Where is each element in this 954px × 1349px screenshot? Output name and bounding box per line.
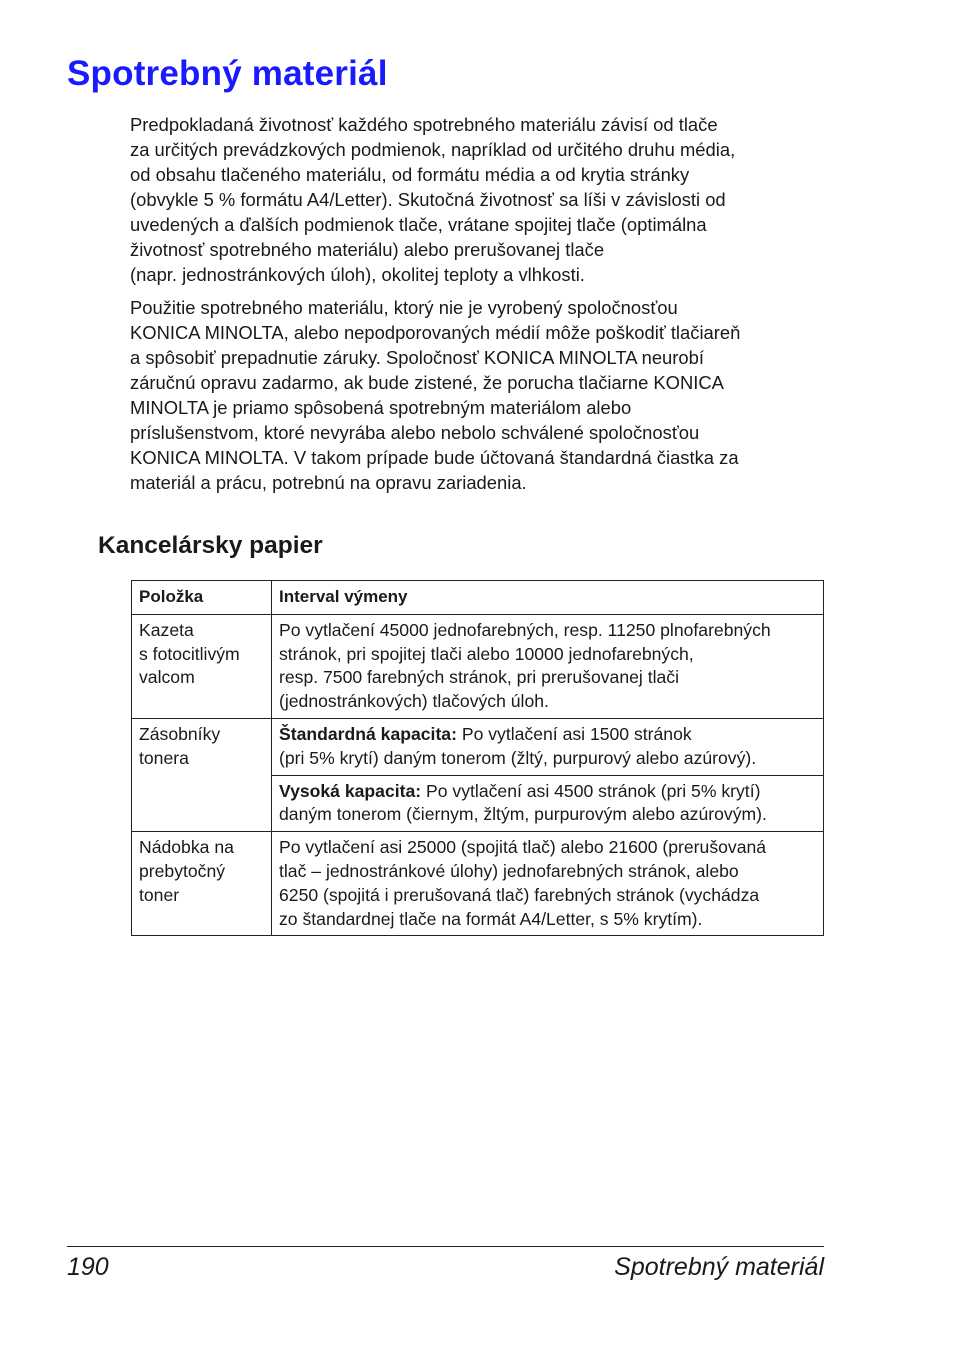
high-capacity-label: Vysoká kapacita: bbox=[279, 780, 422, 801]
cell-line: resp. 7500 farebných stránok, pri prerušovanej tlači bbox=[279, 667, 679, 688]
cell-line: tonera bbox=[139, 747, 189, 768]
interval-cell bbox=[272, 832, 824, 936]
table-row bbox=[132, 614, 824, 718]
cell-line: Nádobka na bbox=[139, 837, 234, 858]
intro-paragraph bbox=[130, 112, 820, 287]
cell-line: Zásobníky bbox=[139, 723, 221, 744]
paragraph-line: Predpokladaná životnosť každého spotrebného materiálu závisí od tlače bbox=[130, 114, 718, 135]
item-cell bbox=[132, 832, 272, 936]
paragraph-line: za určitých prevádzkových podmienok, napríklad od určitého druhu média, bbox=[130, 139, 736, 160]
high-capacity-text: Po vytlačení asi 4500 stránok (pri 5% krytí) bbox=[421, 780, 761, 801]
interval-cell bbox=[272, 614, 824, 718]
standard-capacity-label: Štandardná kapacita: bbox=[279, 723, 457, 744]
cell-line: s fotocitlivým bbox=[139, 643, 240, 664]
paragraph-line: (obvykle 5 % formátu A4/Letter). Skutočná životnosť sa líši v závislosti od bbox=[130, 189, 726, 210]
cell-line bbox=[279, 723, 817, 747]
interval-cell-standard bbox=[272, 718, 824, 775]
item-cell bbox=[132, 614, 272, 718]
table-row bbox=[132, 832, 824, 936]
paragraph-line: KONICA MINOLTA, alebo nepodporovaných médií môže poškodiť tlačiareň bbox=[130, 322, 741, 343]
paragraph-line: životnosť spotrebného materiálu) alebo prerušovanej tlače bbox=[130, 239, 605, 260]
paragraph-line: MINOLTA je priamo spôsobená spotrebným materiálom alebo bbox=[130, 397, 632, 418]
page-title: Spotrebný materiál bbox=[67, 54, 388, 93]
cell-line: Kazeta bbox=[139, 619, 194, 640]
cell-line: toner bbox=[139, 884, 180, 905]
footer-section-title: Spotrebný materiál bbox=[614, 1253, 824, 1281]
interval-cell-high bbox=[272, 775, 824, 832]
cell-line: 6250 (spojitá i prerušovaná tlač) farebných stránok (vychádza bbox=[279, 884, 760, 905]
section-heading: Kancelársky papier bbox=[98, 532, 323, 559]
cell-line: stránok, pri spojitej tlači alebo 10000 jednofarebných, bbox=[279, 643, 694, 664]
page-number: 190 bbox=[67, 1253, 109, 1281]
paragraph-line: (napr. jednostránkových úloh), okolitej teploty a vlhkosti. bbox=[130, 264, 585, 285]
item-cell bbox=[132, 718, 272, 831]
cell-line: prebytočný bbox=[139, 860, 226, 881]
cell-line: zo štandardnej tlače na formát A4/Letter, s 5% krytím). bbox=[279, 908, 703, 929]
paragraph-line: od obsahu tlačeného materiálu, od formátu média a od krytia stránky bbox=[130, 164, 690, 185]
warranty-paragraph bbox=[130, 295, 820, 495]
cell-line: (pri 5% krytí) daným tonerom (žltý, purpurový alebo azúrový). bbox=[279, 747, 757, 768]
cell-line: daným tonerom (čiernym, žltým, purpurovým alebo azúrovým). bbox=[279, 804, 767, 825]
footer-divider bbox=[67, 1246, 824, 1247]
replacement-interval-table bbox=[131, 580, 824, 936]
paragraph-line: uvedených a ďalších podmienok tlače, vrátane spojitej tlače (optimálna bbox=[130, 214, 707, 235]
table-header-row bbox=[132, 581, 824, 615]
cell-line: valcom bbox=[139, 667, 195, 688]
paragraph-line: príslušenstvom, ktoré nevyrába alebo nebolo schválené spoločnosťou bbox=[130, 422, 700, 443]
paragraph-line: záručnú opravu zadarmo, ak bude zistené, že porucha tlačiarne KONICA bbox=[130, 372, 724, 393]
paragraph-line: a spôsobiť prepadnutie záruky. Spoločnosť KONICA MINOLTA neurobí bbox=[130, 347, 704, 368]
cell-line: (jednostránkových) tlačových úloh. bbox=[279, 691, 549, 712]
paragraph-line: materiál a prácu, potrebnú na opravu zariadenia. bbox=[130, 472, 527, 493]
cell-line: tlač – jednostránkové úlohy) jednofarebných stránok, alebo bbox=[279, 860, 739, 881]
cell-line: Po vytlačení 45000 jednofarebných, resp. 11250 plnofarebných bbox=[279, 619, 771, 640]
column-header-item: Položka bbox=[132, 581, 272, 615]
paragraph-line: Použitie spotrebného materiálu, ktorý nie je vyrobený spoločnosťou bbox=[130, 297, 678, 318]
standard-capacity-text: Po vytlačení asi 1500 stránok bbox=[456, 723, 692, 744]
cell-line bbox=[279, 780, 817, 804]
cell-line: Po vytlačení asi 25000 (spojitá tlač) alebo 21600 (prerušovaná bbox=[279, 837, 767, 858]
paragraph-line: KONICA MINOLTA. V takom prípade bude účtovaná štandardná čiastka za bbox=[130, 447, 739, 468]
column-header-interval: Interval výmeny bbox=[272, 581, 824, 615]
table-row bbox=[132, 718, 824, 775]
